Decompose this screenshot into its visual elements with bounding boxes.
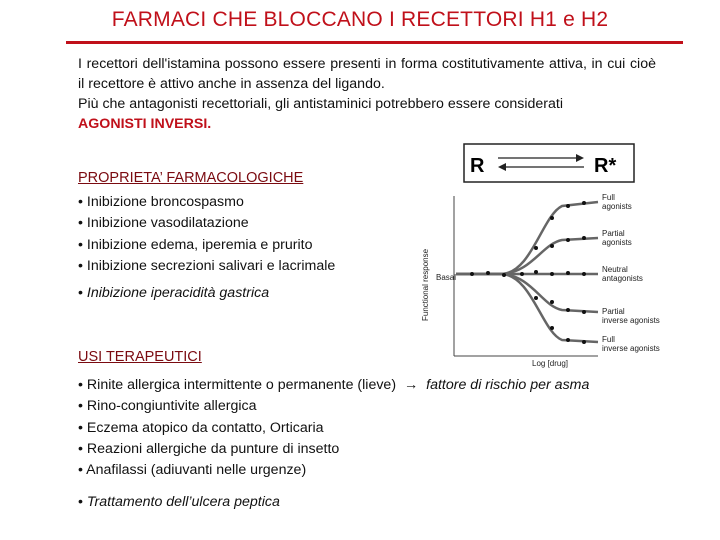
data-point (582, 340, 586, 344)
uses-item: • Rino-congiuntivite allergica (78, 398, 257, 415)
data-point (502, 273, 506, 277)
state-r-star-label: R* (594, 155, 617, 177)
uses-extra-item: • Trattamento dell’ulcera peptica (78, 494, 280, 510)
data-point (550, 216, 554, 220)
page-title: FARMACI CHE BLOCCANO I RECETTORI H1 e H2 (111, 8, 609, 31)
intro-paragraph (78, 54, 656, 134)
data-point (550, 244, 554, 248)
intro-line-2 (78, 94, 656, 134)
data-point (534, 296, 538, 300)
curve-label-full-inverse-agonist: Full inverse agonists (602, 335, 660, 353)
data-point (550, 272, 554, 276)
data-point (566, 204, 570, 208)
receptor-activity-figure (412, 136, 680, 368)
data-point (550, 326, 554, 330)
uses-list (78, 375, 589, 481)
data-point (470, 272, 474, 276)
data-point (520, 272, 524, 276)
risk-note: fattore di rischio per asma (426, 377, 590, 393)
data-point (486, 271, 490, 275)
data-point (582, 272, 586, 276)
basal-label: Basal (436, 273, 457, 282)
data-point (566, 238, 570, 242)
x-axis-label: Log [drug] (532, 359, 569, 368)
data-point (566, 338, 570, 342)
pharm-extra-item: • Inibizione iperacidità gastrica (78, 285, 269, 301)
inverse-agonists-emphasis: AGONISTI INVERSI. (78, 116, 212, 132)
data-point (582, 201, 586, 205)
curve-label-partial-agonist: Partial agonists (602, 229, 632, 247)
uses-item-1-text: • Rinite allergica intermittente o permanente (lieve) (78, 377, 397, 393)
data-point (534, 246, 538, 250)
data-point (582, 310, 586, 314)
figure-svg (412, 136, 680, 368)
uses-item-1 (78, 375, 589, 396)
uses-item: • Eczema atopico da contatto, Orticaria (78, 419, 324, 436)
data-point (566, 308, 570, 312)
data-point (582, 236, 586, 240)
title-divider (66, 41, 683, 44)
state-r-label: R (470, 155, 485, 177)
y-axis-label: Functional response (421, 248, 430, 321)
data-point (534, 270, 538, 274)
curve-label-neutral-antagonist: Neutral antagonists (602, 265, 643, 283)
uses-heading: USI TERAPEUTICI (78, 349, 202, 365)
data-points (470, 201, 586, 344)
curve-label-full-agonist: Full agonists (602, 193, 632, 211)
data-point (550, 300, 554, 304)
data-point (566, 271, 570, 275)
intro-line-2-text: Più che antagonisti recettoriali, gli antistaminici potrebbero essere considerati (78, 96, 563, 112)
pharm-item: • Inibizione broncospasmo (78, 192, 335, 213)
uses-item: • Anafilassi (adiuvanti nelle urgenze) (78, 462, 307, 479)
pharm-item: • Inibizione secrezioni salivari e lacrimale (78, 256, 335, 277)
curve-label-partial-inverse-agonist: Partial inverse agonists (602, 307, 660, 325)
intro-line-1: I recettori dell'istamina possono essere presenti in forma costitutivamente attiva, in cui cioè il recettore è attivo anche in assenza del ligando. (78, 56, 656, 92)
pharm-heading: PROPRIETA’ FARMACOLOGICHE (78, 170, 304, 186)
arrow-glyph: → (404, 377, 419, 393)
uses-item: • Reazioni allergiche da punture di insetto (78, 440, 340, 457)
pharm-item: • Inibizione edema, iperemia e prurito (78, 235, 335, 256)
pharm-item: • Inibizione vasodilatazione (78, 213, 335, 234)
pharm-list (78, 192, 335, 277)
